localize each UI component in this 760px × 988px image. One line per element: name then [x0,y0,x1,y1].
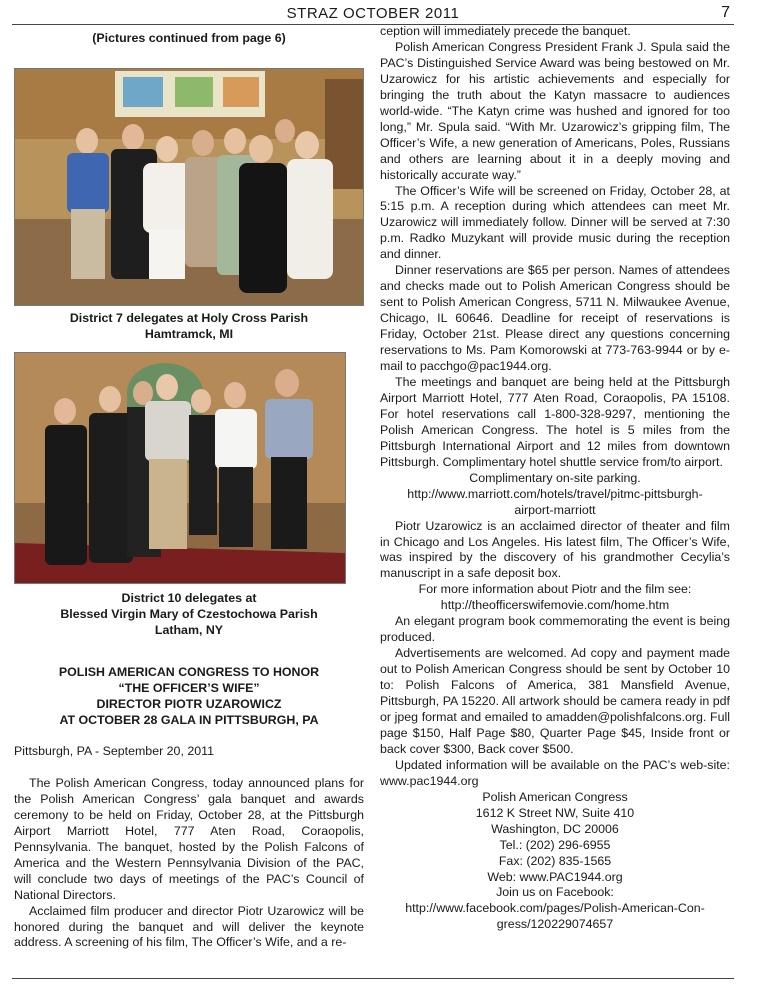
article-para-spula: Polish American Congress President Frank J. Spula said the PAC’s Distinguished Service Award was being bestowed on Mr. Uzarowicz for his artistic achievements and especially for bringing the truth about the Katyn massacre to audiences world-wide. “The Katyn crime was hushed and ignored for too long,” Mr. Spula said. “With Mr. Uzarowicz’s gripping film, The Officer’s Wife, a new generation of Americans, Poles, Russians and others are learning about it in a deeply moving and historically accurate way.” [380,39,730,182]
marriott-link-line1[interactable]: http://www.marriott.com/hotels/travel/pitmc-pittsburgh- [407,486,703,501]
photo-district-7 [14,68,364,306]
photo-district-10 [14,352,346,584]
photo2-caption-line3: Latham, NY [154,623,224,637]
photo1-caption [14,310,364,342]
publication-title: STRAZ OCTOBER 2011 [286,5,460,22]
contact-city: Washington, DC 20006 [491,821,619,836]
headline-line2: “THE OFFICER’S WIFE” [118,681,260,695]
article-headline [14,664,364,728]
facebook-link-line2[interactable]: gress/120229074657 [496,917,614,932]
page-header [12,4,734,25]
dateline: Pittsburgh, PA - September 20, 2011 [14,744,214,758]
article-para-advertisements: Advertisements are welcomed. Ad copy and payment made out to Polish American Congress should be sent by October 10 to: Polish Falcons of America, 381 Mansfield Avenue, Pittsburgh, PA 15220. All artwork should be camera ready in pdf or jpeg format and emailed to amadden@polishfalcons.org. Full page $150, Half Page $80, Quarter Page $45, Inside front or back cover $300, Back cover $500. [380,646,730,756]
facebook-link-line1[interactable]: http://www.facebook.com/pages/Polish-American-Con- [405,901,705,916]
headline-line1: POLISH AMERICAN CONGRESS TO HONOR [58,665,320,679]
article-para-program-book: An elegant program book commemorating the event is being produced. [380,614,730,645]
contact-tel: Tel.: (202) 296-6955 [499,837,611,852]
more-info-note: For more information about Piotr and the film see: [418,582,692,597]
contact-facebook-label: Join us on Facebook: [496,885,614,900]
photo1-caption-line2: Hamtramck, MI [144,327,234,341]
contact-web[interactable]: Web: www.PAC1944.org [487,869,623,884]
article-para-screening: The Officer’s Wife will be screened on Friday, October 28, at 5:15 p.m. A reception during which attendees can meet Mr. Uzarowicz will immediately follow. Dinner will be served at 7:30 p.m. Radko Muzykant will provide music during the reception and dinner. [380,183,730,262]
photo2-caption-line2: Blessed Virgin Mary of Czestochowa Parish [60,607,318,621]
article-para-continued: ception will immediately precede the banquet. [380,24,631,38]
article-para-reservations: Dinner reservations are $65 per person. Names of attendees and checks made out to Polish American Congress should be sent to Polish American Congress, 5711 N. Milwaukee Avenue, Chicago, IL 60646. Deadline for receipt of reservations is Friday, October 21st. Please direct any questions concerning reservations to Ms. Pam Komorowski at 773-763-9944 or by e-mail to pacchgo@pac1944.org. [380,263,730,374]
footer-rule [12,978,734,979]
right-column [380,24,730,933]
article-para-director: Piotr Uzarowicz is an acclaimed director of theater and film in Chicago and Los Angeles. His latest film, The Officer’s Wife, was inspired by the discovery of his grandmother Cecylia’s manuscript in a safe deposit box. [380,518,730,581]
contact-street: 1612 K Street NW, Suite 410 [475,805,635,820]
headline-line3: DIRECTOR PIOTR UZAROWICZ [96,697,282,711]
photo2-caption-line1: District 10 delegates at [121,591,257,605]
contact-org: Polish American Congress [482,789,628,804]
page-number: 7 [721,4,730,21]
photo2-caption [14,590,364,638]
article-para-updates: Updated information will be available on the PAC’s web-site: www.pac1944.org [380,757,730,788]
parking-note: Complimentary on-site parking. [469,470,641,485]
marriott-link-line2[interactable]: airport-marriott [514,502,596,517]
left-column [14,30,364,951]
article-para-2: Acclaimed film producer and director Piotr Uzarowicz will be honored during the banquet and will deliver the keynote address. A screening of his film, The Officer’s Wife, and a re- [14,903,364,950]
article-para-hotel: The meetings and banquet are being held at the Pittsburgh Airport Marriott Hotel, 777 Aten Road, Coraopolis, PA 15108. For hotel reservations call 1-800-328-9297, mentioning the Polish American Congress. The hotel is 5 miles from the Pittsburgh International Airport and 12 miles from downtown Pittsburgh. Complimentary hotel shuttle service from/to airport. [380,374,730,469]
film-website-link[interactable]: http://theofficerswifemovie.com/home.htm [440,598,670,613]
contact-block [380,790,730,934]
article-para-1: The Polish American Congress, today announced plans for the Polish American Congress’ gala banquet and awards ceremony to be held on Friday, October 28, at the Pittsburgh Airport Marriott Hotel, 777 Aten Road, Coraopolis, Pennsylvania. The banquet, hosted by the Polish Falcons of America and the Western Pennsylvania Division of the PAC, will conclude two days of meetings of the PAC’s Council of National Directors. [14,775,364,902]
contact-fax: Fax: (202) 835-1565 [498,853,612,868]
headline-line4: AT OCTOBER 28 GALA IN PITTSBURGH, PA [59,713,319,727]
continued-note: (Pictures continued from page 6) [92,31,286,45]
photo1-caption-line1: District 7 delegates at Holy Cross Parish [69,311,309,325]
